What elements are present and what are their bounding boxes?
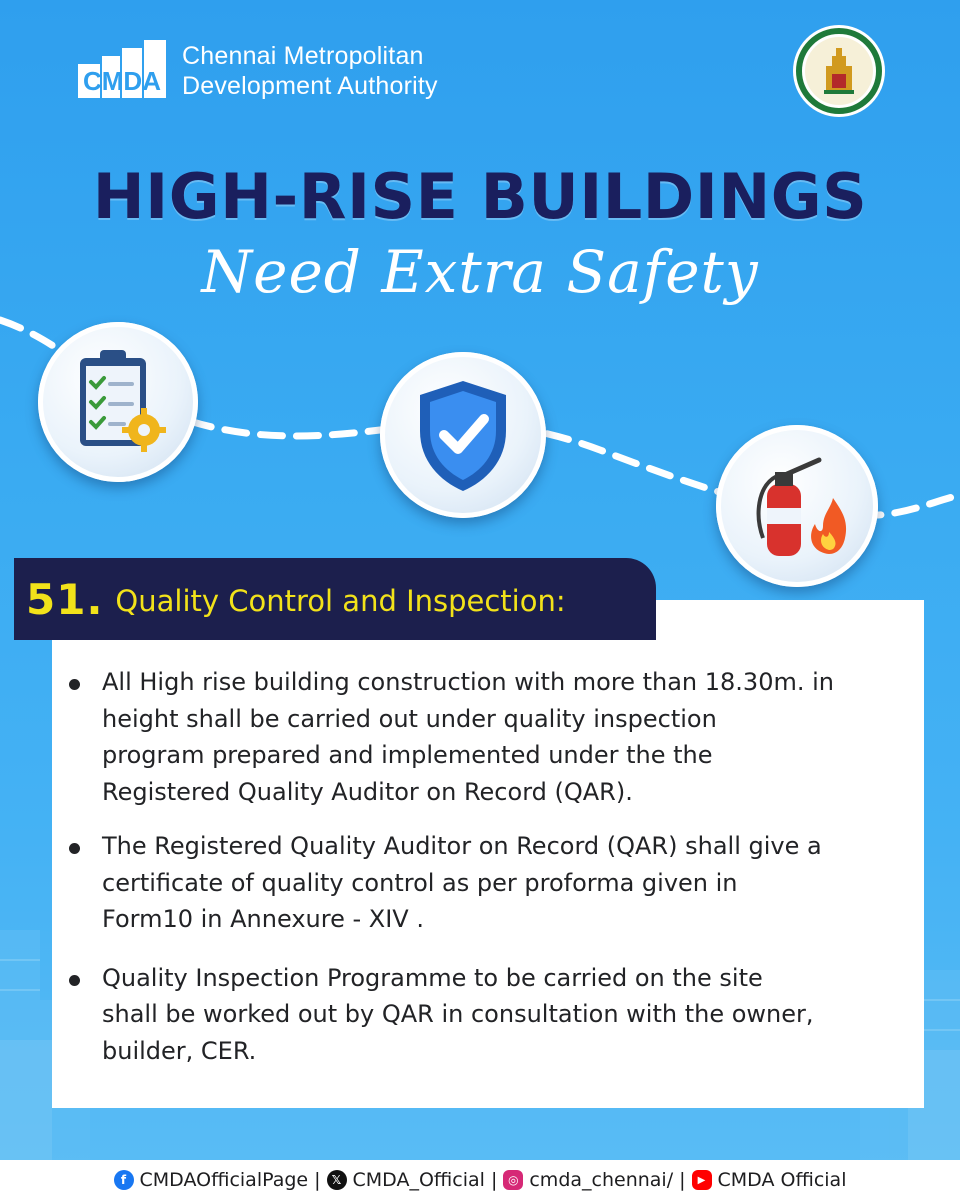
list-item-line: program prepared and implemented under the the (102, 741, 713, 769)
list-item (64, 664, 904, 810)
list-item (64, 828, 904, 938)
page-subtitle: Need Extra Safety (201, 238, 759, 306)
organization-name-line2: Development Authority (182, 72, 438, 100)
list-item-line: The Registered Quality Auditor on Record (QAR) shall give a (102, 832, 822, 860)
section-title: Quality Control and Inspection: (115, 584, 566, 618)
bullet-dot (69, 679, 80, 690)
list-item-line: builder, CER. (102, 1036, 257, 1065)
bullet-dot (69, 975, 80, 986)
svg-text:CMDA: CMDA (83, 66, 161, 96)
list-item-line: Registered Quality Auditor on Record (QAR). (102, 777, 633, 806)
youtube-link[interactable] (692, 1169, 847, 1191)
section-number: 51. (26, 574, 104, 624)
separator: | (314, 1169, 321, 1191)
facebook-link[interactable] (114, 1169, 309, 1191)
list-item (64, 960, 904, 1070)
cmda-brand (74, 38, 438, 104)
youtube-icon: ▶ (692, 1170, 712, 1190)
shield-check-icon (380, 352, 546, 518)
facebook-icon: f (114, 1170, 134, 1190)
instagram-icon: ◎ (503, 1170, 523, 1190)
x-handle: CMDA_Official (352, 1169, 485, 1191)
separator: | (490, 1169, 498, 1191)
instagram-handle: cmda_chennai/ (529, 1169, 674, 1191)
list-item-line: Quality Inspection Programme to be carried on the site (102, 963, 763, 992)
separator: | (679, 1169, 686, 1191)
list-item-line: shall be worked out by QAR in consultation with the owner, (102, 1000, 814, 1028)
facebook-handle: CMDAOfficialPage (139, 1169, 309, 1191)
section-heading (14, 558, 656, 640)
organization-name (182, 41, 438, 101)
bullet-dot (69, 843, 80, 854)
cmda-logo (74, 38, 170, 104)
list-item-line: Form10 in Annexure - XIV . (102, 905, 424, 933)
instagram-link[interactable] (503, 1169, 673, 1191)
list-item-line: certificate of quality control as per proforma given in (102, 868, 738, 897)
social-footer (0, 1160, 960, 1200)
organization-name-line1: Chennai Metropolitan (182, 42, 424, 70)
page-title: HIGH-RISE BUILDINGS (92, 160, 868, 233)
clipboard-checklist-icon (38, 322, 198, 482)
youtube-handle: CMDA Official (717, 1169, 847, 1191)
bullet-list (64, 664, 904, 1069)
x-icon: 𝕏 (327, 1170, 347, 1190)
x-link[interactable] (327, 1169, 485, 1191)
list-item-line: All High rise building construction with more than 18.30m. in (102, 668, 834, 696)
government-emblem (790, 22, 888, 120)
list-item-line: height shall be carried out under quality inspection (102, 704, 717, 733)
fire-extinguisher-icon (716, 425, 878, 587)
